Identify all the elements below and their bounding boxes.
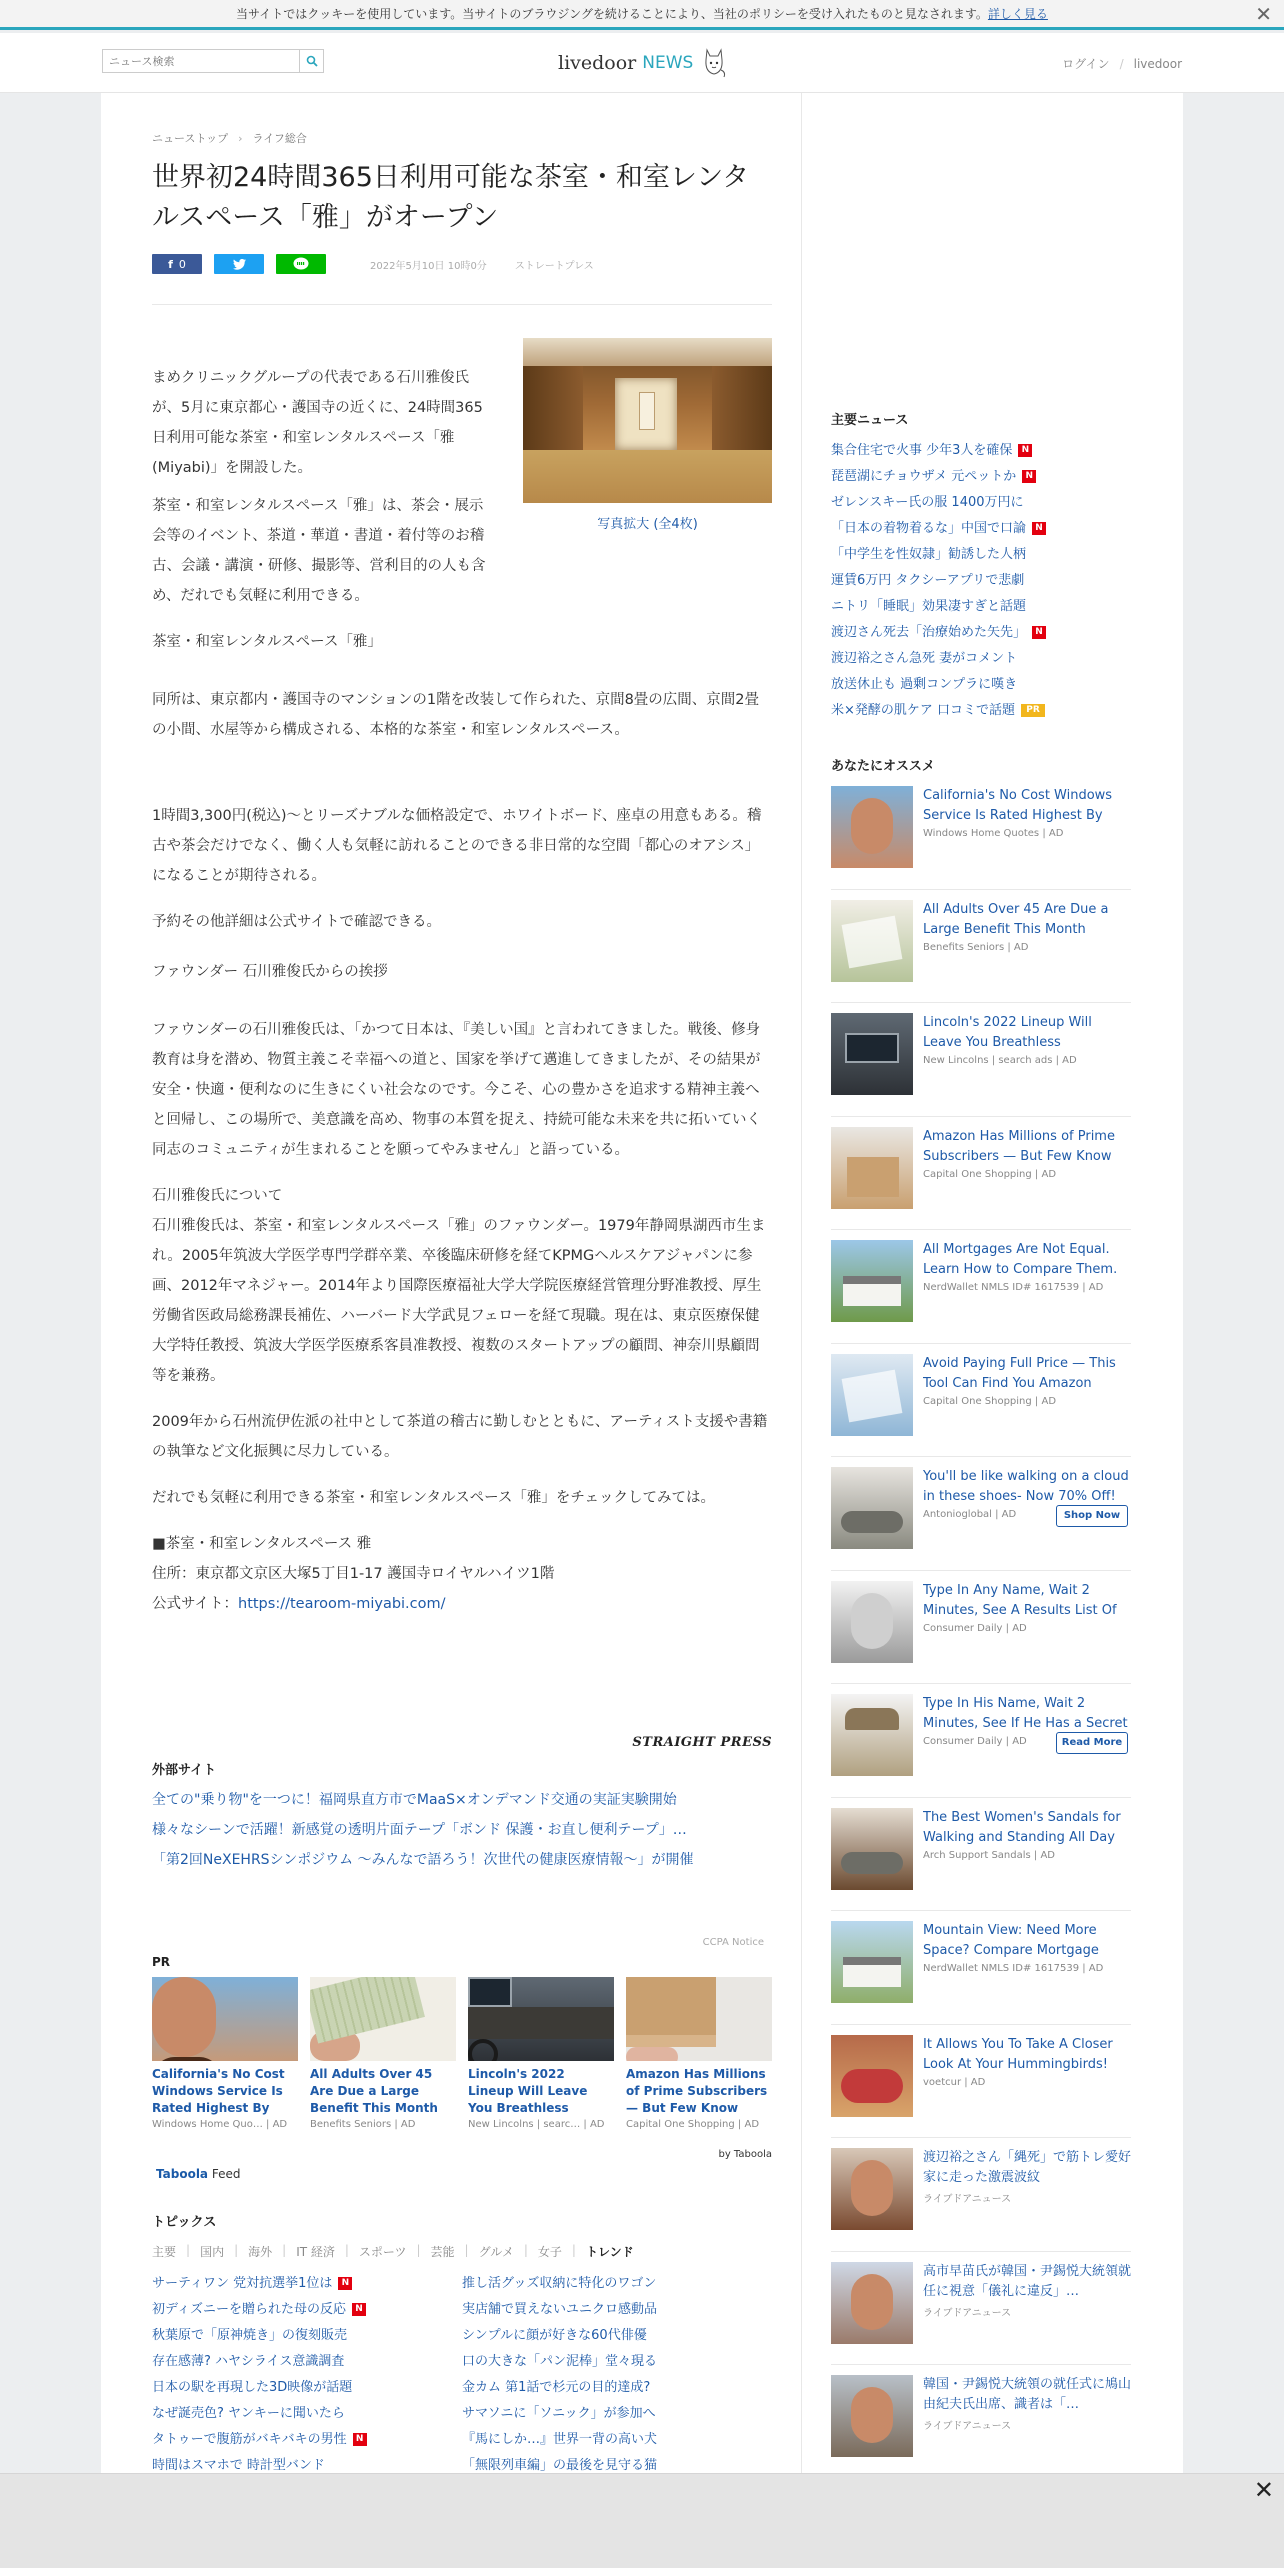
recommend-card[interactable]	[831, 1911, 1131, 2025]
pr-source: Benefits Seniors | AD	[310, 2119, 416, 2130]
recommend-source: Benefits Seniors | AD	[923, 941, 1029, 953]
major-news-link[interactable]	[831, 516, 1046, 542]
topic-link[interactable]	[152, 2375, 462, 2401]
recommend-card[interactable]	[831, 890, 1131, 1004]
recommend-thumb	[831, 2262, 913, 2344]
external-link[interactable]: 「第2回NeXEHRSシンポジウム ～みんなで語ろう！次世代の健康医療情報～」が開催	[152, 1852, 694, 1868]
topic-tabs: 主要 | 国内 | 海外 | IT 経済 | スポーツ | 芸能 | グルメ | 女子 | トレンド	[152, 2243, 634, 2259]
recommend-card[interactable]	[831, 1798, 1131, 1912]
topic-link[interactable]: 「無限列車編」の最後を見守る猫	[462, 2458, 658, 2473]
recommend-source: New Lincolns | search ads | AD	[923, 1055, 1077, 1066]
topic-link[interactable]	[152, 2401, 462, 2427]
pr-card[interactable]	[310, 1977, 456, 2130]
recommend-source: ライブドアニュース	[923, 2194, 1012, 2205]
recommend-title: All Mortgages Are Not Equal. Learn How to Compare Them.	[923, 1242, 1118, 1277]
recommend-card[interactable]	[831, 776, 1131, 890]
recommend-card[interactable]	[831, 1344, 1131, 1458]
section-heading: 石川雅俊氏について	[152, 1188, 283, 1204]
recommend-source: NerdWallet NMLS ID# 1617539 | AD	[923, 1963, 1104, 1974]
article-date: 2022年5月10日 10時0分	[370, 260, 487, 272]
recommend-card[interactable]	[831, 1684, 1131, 1798]
recommend-title: It Allows You To Take A Closer Look At Your Hummingbirds!	[923, 2036, 1113, 2072]
recommend-title: Mountain View: Need More Space? Compare Mortgage	[923, 1923, 1099, 1958]
major-news-link[interactable]	[831, 698, 1046, 724]
breadcrumb-item[interactable]: ニューストップ	[152, 132, 229, 145]
info-line: 住所：東京都文京区大塚5丁目1-17 護国寺ロイヤルハイツ1階	[152, 1566, 555, 1582]
major-news-text: 「中学生を性奴隷」勧誘した人柄	[831, 547, 1027, 562]
topics-heading: トピックス	[152, 2215, 217, 2230]
search-button[interactable]	[299, 50, 323, 72]
topic-tab[interactable]: スポーツ	[358, 2245, 407, 2259]
pr-badge: PR	[1021, 704, 1045, 717]
external-sites-heading: 外部サイト	[152, 1763, 217, 1778]
info-line	[152, 1589, 772, 1619]
recommend-thumb	[831, 786, 913, 868]
recommend-title: The Best Women's Sandals for Walking and Standing All Day	[923, 1809, 1121, 1845]
topic-link-text: タトゥーで腹筋がバキバキの男性	[152, 2432, 347, 2447]
topic-link[interactable]	[152, 2323, 462, 2349]
major-news-text: 放送休止も 過剰コンプラに嘆き	[831, 677, 1018, 692]
new-badge: N	[352, 2303, 366, 2316]
ccpa-notice-link[interactable]: CCPA Notice	[702, 1937, 764, 1948]
major-news-link[interactable]	[831, 620, 1046, 646]
topics-list	[152, 2271, 772, 2479]
external-link[interactable]: 様々なシーンで活躍！新感覚の透明片面テープ「ボンド 保護・お直し便利テープ」…	[152, 1822, 687, 1838]
major-news-link[interactable]	[831, 464, 1046, 490]
site-label: 公式サイト：	[152, 1596, 238, 1612]
major-news-link[interactable]	[831, 542, 1046, 568]
major-news	[831, 409, 1046, 724]
pr-title: California's No Cost Windows Service Is Rated Highest By	[152, 2067, 285, 2115]
pr-source: New Lincolns | searc… | AD	[468, 2119, 605, 2130]
topic-link[interactable]	[152, 2349, 462, 2375]
photo-enlarge-link[interactable]: 写真拡大 (全4枚)	[597, 517, 698, 532]
breadcrumb: ニューストップ › ライフ総合	[152, 132, 307, 145]
site-logo[interactable]	[558, 45, 727, 81]
topic-link-text: 時間はスマホで 時計型バンド	[152, 2458, 325, 2473]
topic-link[interactable]	[152, 2271, 462, 2297]
recommend-source: Arch Support Sandals | AD	[923, 1849, 1056, 1861]
major-news-text: 米×発酵の肌ケア 口コミで話題	[831, 703, 1016, 718]
topic-tab[interactable]: 主要	[152, 2245, 177, 2259]
pr-card[interactable]	[626, 1977, 772, 2130]
cookie-learn-more-link[interactable]: 詳しく見る	[987, 7, 1048, 21]
major-news-text: 渡辺裕之さん急死 妻がコメント	[831, 651, 1018, 666]
pr-title: All Adults Over 45 Are Due a Large Benefit This Month	[310, 2067, 438, 2115]
topic-link-text: 秋葉原で「原神焼き」の復刻販売	[152, 2328, 348, 2343]
paragraph: 石川雅俊氏は、茶室・和室レンタルスペース「雅」のファウンダー。1979年静岡県湖西市生まれ。2005年筑波大学医学専門学群卒業、卒後臨床研修を経てKPMGヘルスケアジャパンに参画、2012年マネジャー。2014年より国際医療福祉大学大学院医療経営管理分野准教授、厚生労働省医政局総務課長補佐、ハーバード大学武見フェローを経て現職。現在は、東京医療保健大学特任教授、筑波大学医学医療系客員准教授、複数のスタートアップの顧問、神奈川県顧問等を兼務。	[152, 1218, 766, 1384]
twitter-icon	[233, 259, 246, 270]
logo-news: NEWS	[642, 53, 694, 73]
recommend-thumb	[831, 1013, 913, 1095]
recommend-source: Consumer Daily | AD	[923, 1736, 1027, 1747]
share-bar	[152, 254, 594, 274]
recommend-title: Amazon Has Millions of Prime Subscribers — But Few Know	[923, 1128, 1115, 1164]
major-news-heading: 主要ニュース	[831, 413, 909, 428]
paragraph: だれでも気軽に利用できる茶室・和室レンタルスペース「雅」をチェックしてみては。	[152, 1490, 715, 1506]
recommend-thumb	[831, 2035, 913, 2117]
line-icon	[293, 257, 309, 271]
new-badge: N	[1022, 470, 1036, 483]
major-news-link[interactable]	[831, 568, 1046, 594]
recommend-title: 渡辺裕之さん「縄死」で筋トレ愛好家に走った激震波紋	[923, 2150, 1131, 2185]
topic-link[interactable]	[152, 2427, 462, 2453]
topic-link[interactable]: 『馬にしか…』世界一背の高い犬	[462, 2432, 658, 2447]
facebook-share-button[interactable]	[152, 254, 202, 274]
taboola-feed-logo[interactable]	[156, 2167, 241, 2181]
major-news-text: ゼレンスキー氏の服 1400万円に	[831, 495, 1024, 510]
straight-press-logo: STRAIGHT PRESS	[632, 1735, 772, 1750]
external-link[interactable]: 全ての"乗り物"を一つに！福岡県直方市でMaaS×オンデマンド交通の実証実験開始	[152, 1792, 677, 1808]
topics-column-left	[152, 2271, 462, 2479]
search-input[interactable]	[103, 50, 299, 72]
recommend-card[interactable]	[831, 2252, 1131, 2366]
recommend-source: Antonioglobal | AD	[923, 1509, 1017, 1520]
column-divider	[801, 93, 802, 2473]
recommend-cta-button[interactable]: Read More	[1056, 1732, 1128, 1754]
recommend-thumb	[831, 1921, 913, 2003]
taboola-feed-label: Feed	[211, 2167, 241, 2181]
recommend-title: You'll be like walking on a cloud in these shoes- Now 70% Off!	[923, 1469, 1129, 1504]
recommend-title: Type In Any Name, Wait 2 Minutes, See A Results List Of	[923, 1582, 1117, 1618]
topic-link[interactable]	[152, 2297, 462, 2323]
recommend-card[interactable]	[831, 1230, 1131, 1344]
recommend-thumb	[831, 1467, 913, 1549]
recommend-thumb	[831, 1581, 913, 1663]
new-badge: N	[1032, 522, 1046, 535]
recommend-card[interactable]	[831, 1457, 1131, 1571]
topic-link-text: なぜ誕売色? ヤンキーに聞いたら	[152, 2406, 345, 2421]
article-title: 世界初24時間365日利用可能な茶室・和室レンタルスペース「雅」がオープン	[152, 162, 750, 233]
recommend-thumb	[831, 1354, 913, 1436]
recommend-source: ライブドアニュース	[923, 2421, 1012, 2432]
pr-thumb-woman	[152, 1977, 298, 2061]
new-badge: N	[353, 2433, 367, 2446]
pr-thumb-car	[468, 1977, 614, 2061]
topic-tab[interactable]: 女子	[537, 2245, 562, 2259]
recommend-source: Capital One Shopping | AD	[923, 1395, 1057, 1407]
major-news-text: ニトリ「睡眠」効果凄すぎと話題	[831, 599, 1027, 614]
article-source[interactable]: ストレートプレス	[514, 260, 594, 272]
recommend-source: ライブドアニュース	[923, 2307, 1012, 2319]
recommend-cta-button[interactable]: Shop Now	[1056, 1505, 1128, 1527]
official-site-link[interactable]: https://tearoom-miyabi.com/	[238, 1596, 446, 1612]
recommend-card[interactable]	[831, 1003, 1131, 1117]
topic-link[interactable]: 口の大きな「パン泥棒」堂々現る	[462, 2354, 658, 2369]
pr-source: Windows Home Quo… | AD	[152, 2119, 288, 2130]
major-news-link[interactable]	[831, 490, 1046, 516]
cookie-text: 当サイトではクッキーを使用しています。当サイトのブラウジングを続けることにより、当社のポリシーを受け入れたものと見なされます。	[236, 7, 988, 21]
new-badge: N	[1032, 626, 1046, 639]
mascot-icon	[701, 46, 727, 80]
paragraph: 1時間3,300円(税込)～とリーズナブルな価格設定で、ホワイトボード、座卓の用意もある。稽古や茶会だけでなく、働く人も気軽に訪れることのできる非日常的な空間「都心のオアシス」になることが期待される。	[152, 808, 762, 884]
facebook-count: 0	[178, 257, 186, 271]
paragraph-part: 茶室・和室レンタルスペース「雅」は、茶会・展示会等のイベント、茶道・華道・書道・着付等のお稽古、会議・講演・研修、撮影等、営利目的の人も含め、だれでも気軽に利用できる。	[152, 498, 486, 604]
recommend-card[interactable]	[831, 2025, 1131, 2139]
close-icon[interactable]: ✕	[1253, 2476, 1274, 2504]
paragraph: 予約その他詳細は公式サイトで確認できる。	[152, 914, 441, 930]
recommend-card[interactable]	[831, 1571, 1131, 1685]
major-news-text: 渡辺さん死去「治療始めた矢先」	[831, 625, 1027, 640]
topic-link[interactable]: 実店舗で買えないユニクロ感動品	[462, 2302, 658, 2317]
paragraph: ファウンダーの石川雅俊氏は、「かつて日本は、『美しい国』と言われてきました。戦後、修身教育は身を潜め、物質主義こそ幸福への道と、国家を挙げて邁進してきましたが、その結果が安全・快適・便利なのに生きにくい社会なのです。今こそ、心の豊かさを追求する精神主義へと回帰し、この場所で、美意識を高め、物事の本質を捉え、持続可能な未来を共に拓いていく同志のコミュニティが生まれることを願ってやみません」と語っている。	[152, 1022, 761, 1158]
topic-tab[interactable]: グルメ	[478, 2245, 514, 2259]
twitter-share-button[interactable]	[214, 254, 264, 274]
recommend-source: Capital One Shopping | AD	[923, 1168, 1057, 1180]
recommend-source: NerdWallet NMLS ID# 1617539 | AD	[923, 1282, 1104, 1293]
topic-link-text: 存在感薄? ハヤシライス意識調査	[152, 2354, 345, 2369]
recommend-title: Type In His Name, Wait 2 Minutes, See If He Has a Secret	[923, 1696, 1128, 1731]
major-news-link[interactable]	[831, 438, 1046, 464]
logo-livedoor: livedoor	[558, 52, 637, 74]
article-body	[152, 363, 772, 1619]
topic-link[interactable]: 金カム 第1話で杉元の目的達成?	[462, 2380, 651, 2395]
recommend-heading: あなたにオススメ	[831, 759, 935, 774]
recommend-source: voetcur | AD	[923, 2076, 986, 2088]
major-news-text: 集合住宅で火事 少年3人を確保	[831, 443, 1013, 458]
pr-heading: PR	[152, 1955, 171, 1969]
recommend-thumb	[831, 2148, 913, 2230]
recommend-title: 高市早苗氏が韓国・尹錫悦大統領就任に視意「儀礼に違反」…	[923, 2263, 1131, 2299]
topic-link[interactable]: シンプルに顔が好きな60代俳優	[462, 2328, 647, 2343]
recommend-thumb	[831, 1240, 913, 1322]
topic-link[interactable]: サマソニに「ソニック」が参加へ	[462, 2406, 656, 2421]
recommend-thumb	[831, 900, 913, 982]
pr-title: Lincoln's 2022 Lineup Will Leave You Breathless	[468, 2067, 588, 2115]
major-news-list	[831, 438, 1046, 724]
search-box	[102, 49, 324, 73]
major-news-text: 運賃6万円 タクシーアプリで悲劇	[831, 573, 1025, 588]
new-badge: N	[338, 2277, 352, 2290]
breadcrumb-item[interactable]: ライフ総合	[252, 132, 307, 145]
pr-thumb-box	[626, 1977, 772, 2061]
recommend-thumb	[831, 1127, 913, 1209]
pr-thumb-money	[310, 1977, 456, 2061]
recommend-card[interactable]	[831, 2138, 1131, 2252]
recommend-card[interactable]	[831, 2365, 1131, 2479]
line-share-button[interactable]	[276, 254, 326, 274]
topic-link-text: 初ディズニーを贈られた母の反応	[152, 2302, 346, 2317]
recommend-title: California's No Cost Windows Service Is Rated Highest By	[923, 788, 1113, 823]
topic-link[interactable]: 推し活グッズ収納に特化のワゴン	[462, 2276, 657, 2291]
recommend-source: Windows Home Quotes | AD	[923, 828, 1064, 839]
topic-tab-active[interactable]: トレンド	[585, 2245, 634, 2259]
pr-source: Capital One Shopping | AD	[626, 2119, 760, 2130]
recommend-card[interactable]	[831, 1117, 1131, 1231]
topic-tab[interactable]: IT 経済	[296, 2245, 335, 2259]
pr-card[interactable]	[152, 1977, 298, 2130]
external-links	[152, 1785, 772, 1875]
site-header	[0, 33, 1284, 93]
paragraph: 2009年から石州流伊佐派の社中として茶道の稽古に勤しむとともに、アーティスト支援や書籍の執筆など文化振興に尽力している。	[152, 1414, 768, 1460]
pr-title: Amazon Has Millions of Prime Subscribers — But Few Know	[626, 2067, 768, 2115]
login-link[interactable]: ログイン	[1062, 57, 1110, 71]
cookie-close-icon[interactable]: ✕	[1255, 2, 1272, 26]
recommend-thumb	[831, 1694, 913, 1776]
recommend-title: Lincoln's 2022 Lineup Will Leave You Breathless	[923, 1015, 1092, 1050]
topic-link-text: サーティワン 党対抗選挙1位は	[152, 2276, 333, 2291]
cookie-banner	[0, 0, 1284, 30]
paragraph	[152, 491, 772, 611]
section-heading: 茶室・和室レンタルスペース「雅」	[152, 634, 382, 650]
major-news-text: 「日本の着物着るな」中国で口論	[831, 521, 1027, 536]
topic-link-text: 日本の駅を再現した3D映像が話題	[152, 2380, 353, 2395]
topic-tab[interactable]: 国内	[200, 2245, 225, 2259]
recommend-thumb	[831, 1808, 913, 1890]
header-user-links: ログイン / livedoor	[1062, 57, 1182, 71]
major-news-link[interactable]	[831, 594, 1046, 620]
recommend-list	[831, 776, 1131, 2479]
recommend-title: 韓国・尹錫悦大統領の就任式に鳩山由紀夫氏出席、識者は「…	[923, 2377, 1131, 2412]
topic-tab[interactable]: 海外	[248, 2245, 273, 2259]
info-line: ■茶室・和室レンタルスペース 雅	[152, 1536, 372, 1552]
recommend-thumb	[831, 2375, 913, 2457]
paragraph: まめクリニックグループの代表である石川雅俊氏が、5月に東京都心・護国寺の近くに、24時間365日利用可能な茶室・和室レンタルスペース「雅(Miyabi)」を開設した。	[152, 370, 483, 476]
topic-tab[interactable]: 芸能	[430, 2245, 455, 2259]
facebook-icon: f	[168, 257, 173, 271]
pr-grid	[152, 1977, 772, 2130]
bottom-ad-bar	[0, 2473, 1284, 2568]
major-news-link[interactable]	[831, 672, 1046, 698]
new-badge: N	[1018, 444, 1032, 457]
paragraph: 同所は、東京都内・護国寺のマンションの1階を改装して作られた、京間8畳の広間、京間2畳の小間、水屋等から構成される、本格的な茶室・和室レンタルスペース。	[152, 692, 760, 738]
recommend-title: All Adults Over 45 Are Due a Large Benefit This Month	[923, 901, 1109, 937]
header-divider	[152, 304, 772, 305]
by-taboola-link[interactable]: by Taboola	[718, 2149, 772, 2160]
major-news-link[interactable]	[831, 646, 1046, 672]
topics-column-right	[462, 2271, 772, 2479]
recommend-source: Consumer Daily | AD	[923, 1622, 1027, 1634]
search-icon	[306, 55, 318, 67]
taboola-brand: Taboola	[156, 2167, 209, 2181]
pr-card[interactable]	[468, 1977, 614, 2130]
livedoor-link[interactable]: livedoor	[1133, 57, 1182, 71]
recommend-title: Avoid Paying Full Price — This Tool Can Find You Amazon	[923, 1355, 1116, 1391]
major-news-text: 琵琶湖にチョウザメ 元ペットか	[831, 469, 1017, 484]
section-heading: ファウンダー 石川雅俊氏からの挨拶	[152, 964, 388, 980]
